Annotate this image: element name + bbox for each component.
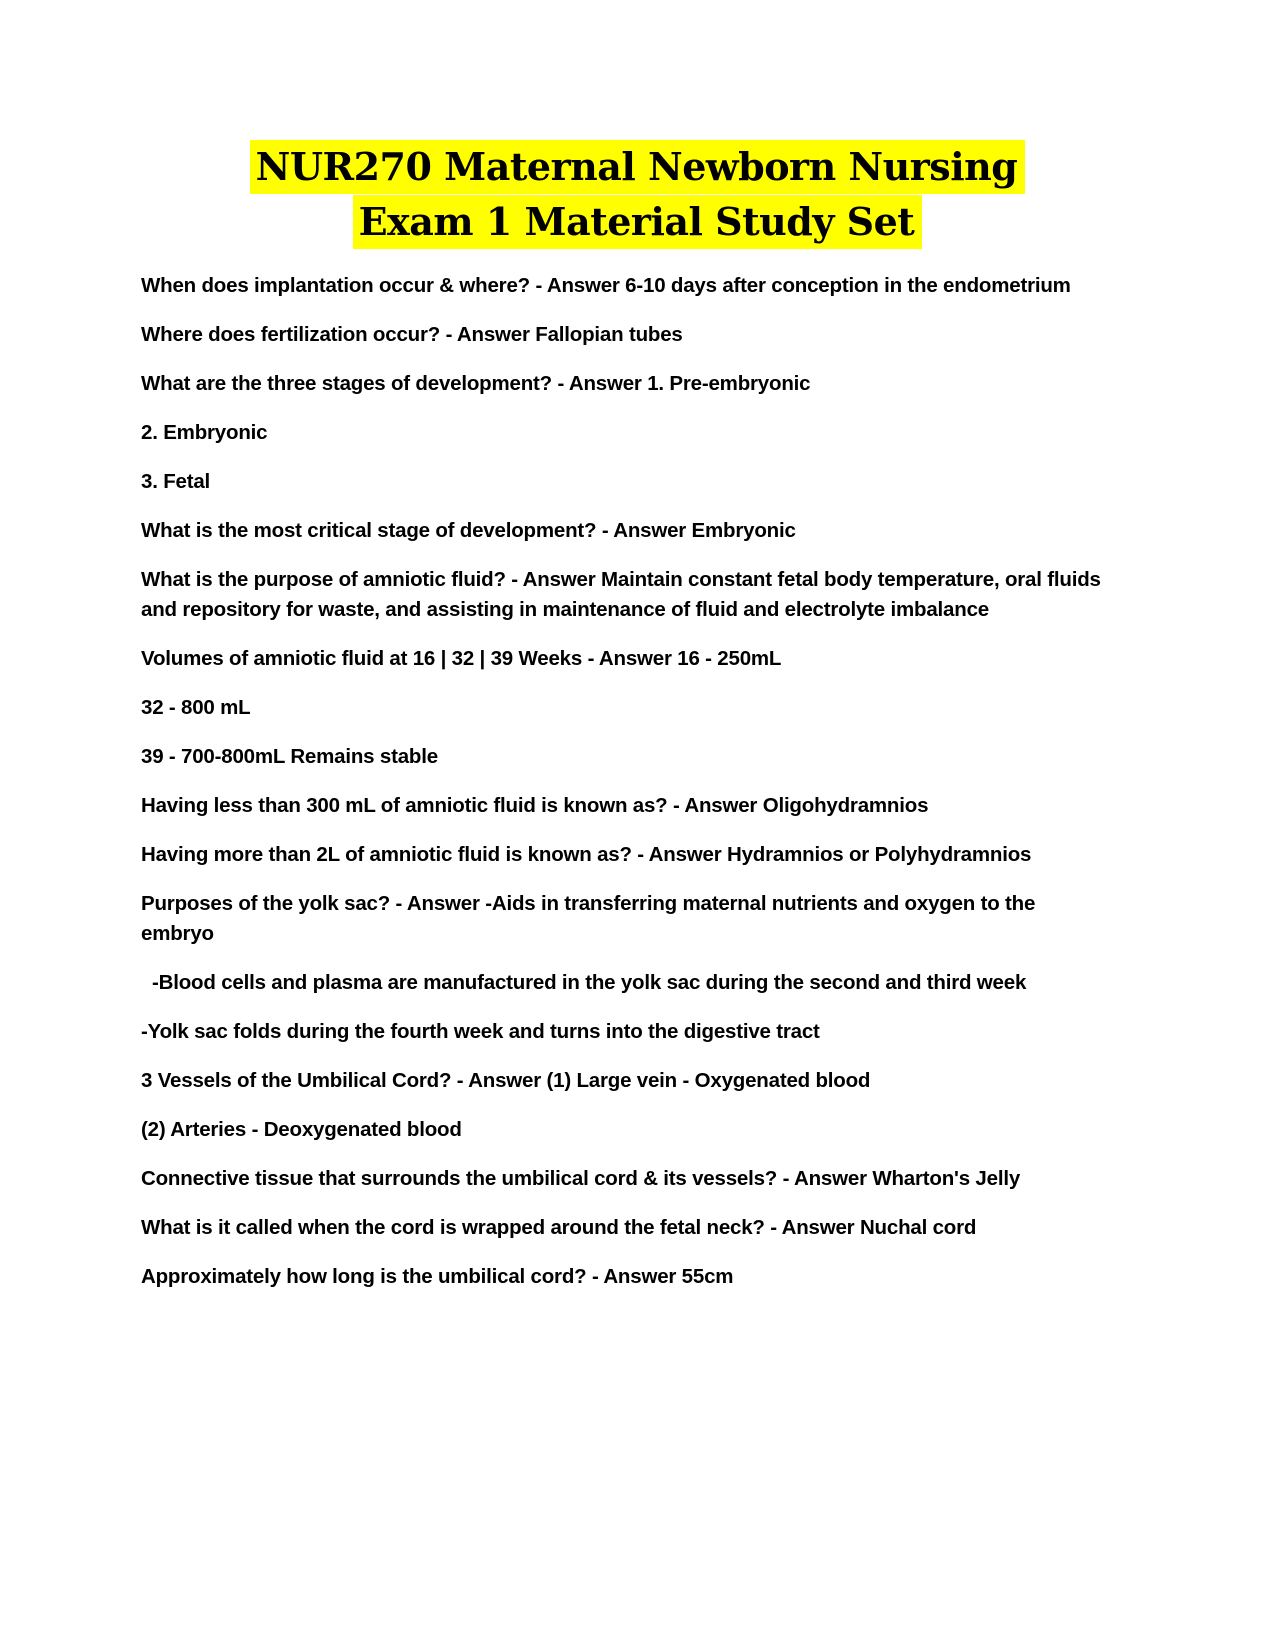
qa-stages: What are the three stages of development? - Answer 1. Pre-embryonic	[141, 372, 811, 395]
qa-fertilization: Where does fertilization occur? - Answer Fallopian tubes	[141, 323, 683, 346]
title-line-2: Exam 1 Material Study Set	[353, 195, 923, 249]
qa-amniotic-32: 32 - 800 mL	[141, 696, 251, 719]
qa-whartons-jelly: Connective tissue that surrounds the umbilical cord & its vessels? - Answer Wharton's Jelly	[141, 1167, 1021, 1190]
qa-amniotic-39: 39 - 700-800mL Remains stable	[141, 745, 438, 768]
document-title	[0, 140, 1275, 250]
qa-yolk-sac-folds: -Yolk sac folds during the fourth week and turns into the digestive tract	[141, 1020, 820, 1043]
qa-critical-stage: What is the most critical stage of development? - Answer Embryonic	[141, 519, 796, 542]
qa-polyhydramnios: Having more than 2L of amniotic fluid is known as? - Answer Hydramnios or Polyhydramnios	[141, 843, 1032, 866]
qa-umbilical-arteries: (2) Arteries - Deoxygenated blood	[141, 1118, 462, 1141]
qa-stages-embryonic: 2. Embryonic	[141, 421, 268, 444]
qa-umbilical-vessels: 3 Vessels of the Umbilical Cord? - Answer (1) Large vein - Oxygenated blood	[141, 1069, 871, 1092]
qa-amniotic-volumes: Volumes of amniotic fluid at 16 | 32 | 39 Weeks - Answer 16 - 250mL	[141, 647, 782, 670]
qa-yolk-sac-blood: -Blood cells and plasma are manufactured in the yolk sac during the second and third week	[141, 971, 1027, 994]
qa-amniotic-purpose: What is the purpose of amniotic fluid? - Answer Maintain constant fetal body temperature, oral fluids and repository for waste, and assisting in maintenance of fluid and electrolyte imbalance	[141, 568, 1101, 621]
qa-oligohydramnios: Having less than 300 mL of amniotic fluid is known as? - Answer Oligohydramnios	[141, 794, 929, 817]
qa-yolk-sac: Purposes of the yolk sac? - Answer -Aids in transferring maternal nutrients and oxygen to the embryo	[141, 892, 1036, 945]
title-line-1: NUR270 Maternal Newborn Nursing	[250, 140, 1026, 194]
qa-cord-length: Approximately how long is the umbilical cord? - Answer 55cm	[141, 1265, 734, 1288]
qa-stages-fetal: 3. Fetal	[141, 470, 211, 493]
qa-implantation: When does implantation occur & where? - Answer 6-10 days after conception in the endometrium	[141, 274, 1071, 297]
document-body	[141, 271, 1101, 1311]
qa-nuchal-cord: What is it called when the cord is wrapped around the fetal neck? - Answer Nuchal cord	[141, 1216, 977, 1239]
